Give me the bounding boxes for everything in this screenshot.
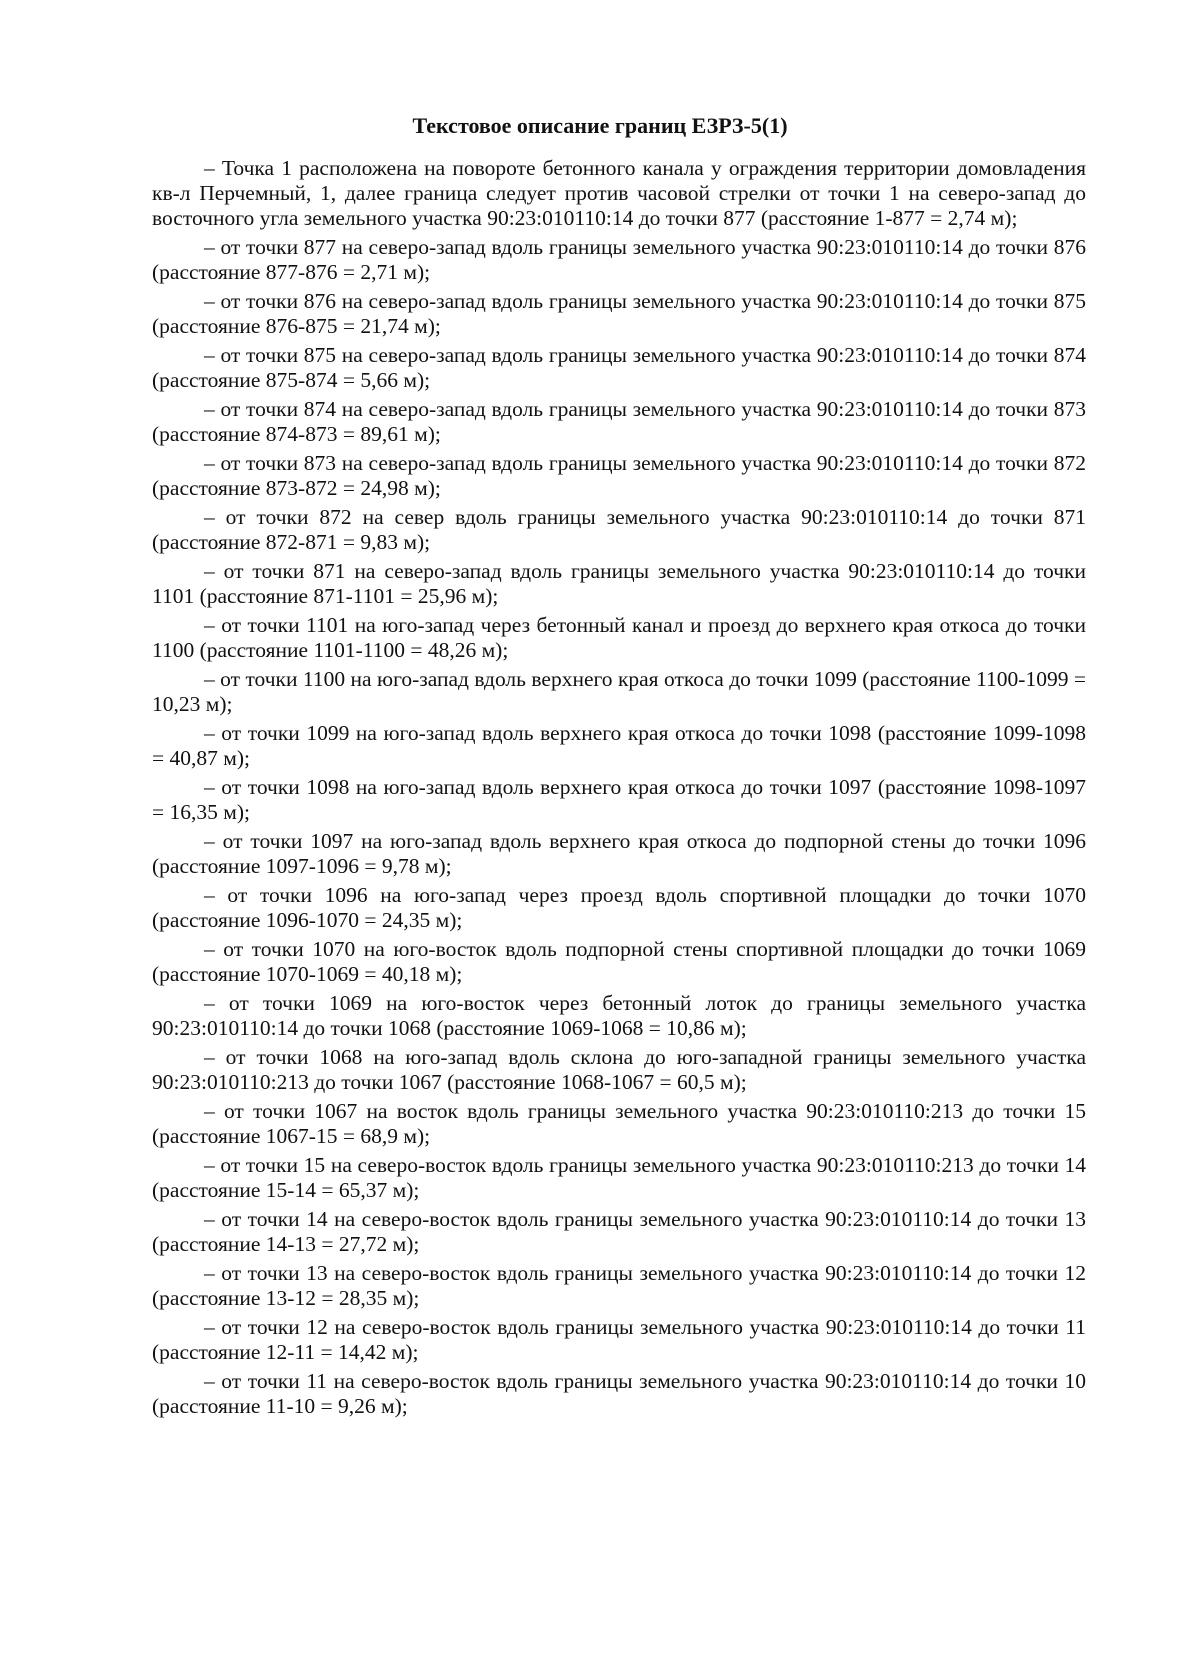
boundary-paragraph: – от точки 871 на северо-запад вдоль границы земельного участка 90:23:010110:14 до точки 1101 (расстояние 871-1101 = 25,96 м); (152, 559, 1086, 609)
boundary-paragraph: – от точки 12 на северо-восток вдоль границы земельного участка 90:23:010110:14 до точки 11 (расстояние 12-11 = 14,42 м); (152, 1315, 1086, 1365)
boundary-paragraph: – от точки 875 на северо-запад вдоль границы земельного участка 90:23:010110:14 до точки 874 (расстояние 875-874 = 5,66 м); (152, 343, 1086, 393)
boundary-paragraph: – от точки 1098 на юго-запад вдоль верхнего края откоса до точки 1097 (расстояние 1098-1097 = 16,35 м); (152, 775, 1086, 825)
boundary-paragraph: – от точки 873 на северо-запад вдоль границы земельного участка 90:23:010110:14 до точки 872 (расстояние 873-872 = 24,98 м); (152, 451, 1086, 501)
boundary-paragraph: – от точки 1100 на юго-запад вдоль верхнего края откоса до точки 1099 (расстояние 1100-1099 = 10,23 м); (152, 667, 1086, 717)
boundary-paragraph: – от точки 1097 на юго-запад вдоль верхнего края откоса до подпорной стены до точки 1096 (расстояние 1097-1096 = 9,78 м); (152, 829, 1086, 879)
boundary-paragraph: – от точки 15 на северо-восток вдоль границы земельного участка 90:23:010110:213 до точки 14 (расстояние 15-14 = 65,37 м); (152, 1153, 1086, 1203)
boundary-paragraph: – от точки 876 на северо-запад вдоль границы земельного участка 90:23:010110:14 до точки 875 (расстояние 876-875 = 21,74 м); (152, 289, 1086, 339)
boundary-paragraph: – Точка 1 расположена на повороте бетонного канала у ограждения территории домовладения кв-л Перчемный, 1, далее граница следует против часовой стрелки от точки 1 на северо-запад до восточного угла земельного участка 90:23:010110:14 до точки 877 (расстояние 1-877 = 2,74 м); (152, 156, 1086, 231)
boundary-paragraph: – от точки 1099 на юго-запад вдоль верхнего края откоса до точки 1098 (расстояние 1099-1098 = 40,87 м); (152, 721, 1086, 771)
boundary-paragraph: – от точки 877 на северо-запад вдоль границы земельного участка 90:23:010110:14 до точки 876 (расстояние 877-876 = 2,71 м); (152, 235, 1086, 285)
boundary-paragraph: – от точки 1096 на юго-запад через проезд вдоль спортивной площадки до точки 1070 (расстояние 1096-1070 = 24,35 м); (152, 883, 1086, 933)
boundary-paragraph: – от точки 1067 на восток вдоль границы земельного участка 90:23:010110:213 до точки 15 (расстояние 1067-15 = 68,9 м); (152, 1099, 1086, 1149)
boundary-paragraph: – от точки 13 на северо-восток вдоль границы земельного участка 90:23:010110:14 до точки 12 (расстояние 13-12 = 28,35 м); (152, 1261, 1086, 1311)
boundary-paragraph: – от точки 872 на север вдоль границы земельного участка 90:23:010110:14 до точки 871 (расстояние 872-871 = 9,83 м); (152, 505, 1086, 555)
boundary-paragraph: – от точки 14 на северо-восток вдоль границы земельного участка 90:23:010110:14 до точки 13 (расстояние 14-13 = 27,72 м); (152, 1207, 1086, 1257)
boundary-paragraph: – от точки 874 на северо-запад вдоль границы земельного участка 90:23:010110:14 до точки 873 (расстояние 874-873 = 89,61 м); (152, 397, 1086, 447)
boundary-paragraph: – от точки 1070 на юго-восток вдоль подпорной стены спортивной площадки до точки 1069 (расстояние 1070-1069 = 40,18 м); (152, 937, 1086, 987)
boundary-paragraph: – от точки 11 на северо-восток вдоль границы земельного участка 90:23:010110:14 до точки 10 (расстояние 11-10 = 9,26 м); (152, 1369, 1086, 1419)
boundary-paragraph: – от точки 1069 на юго-восток через бетонный лоток до границы земельного участка 90:23:010110:14 до точки 1068 (расстояние 1069-1068 = 10,86 м); (152, 991, 1086, 1041)
document-title: Текстовое описание границ ЕЗРЗ-5(1) (412, 113, 788, 138)
document-body (152, 156, 1086, 1423)
boundary-paragraph: – от точки 1068 на юго-запад вдоль склона до юго-западной границы земельного участка 90:23:010110:213 до точки 1067 (расстояние 1068-1067 = 60,5 м); (152, 1045, 1086, 1095)
boundary-paragraph: – от точки 1101 на юго-запад через бетонный канал и проезд до верхнего края откоса до точки 1100 (расстояние 1101-1100 = 48,26 м); (152, 613, 1086, 663)
